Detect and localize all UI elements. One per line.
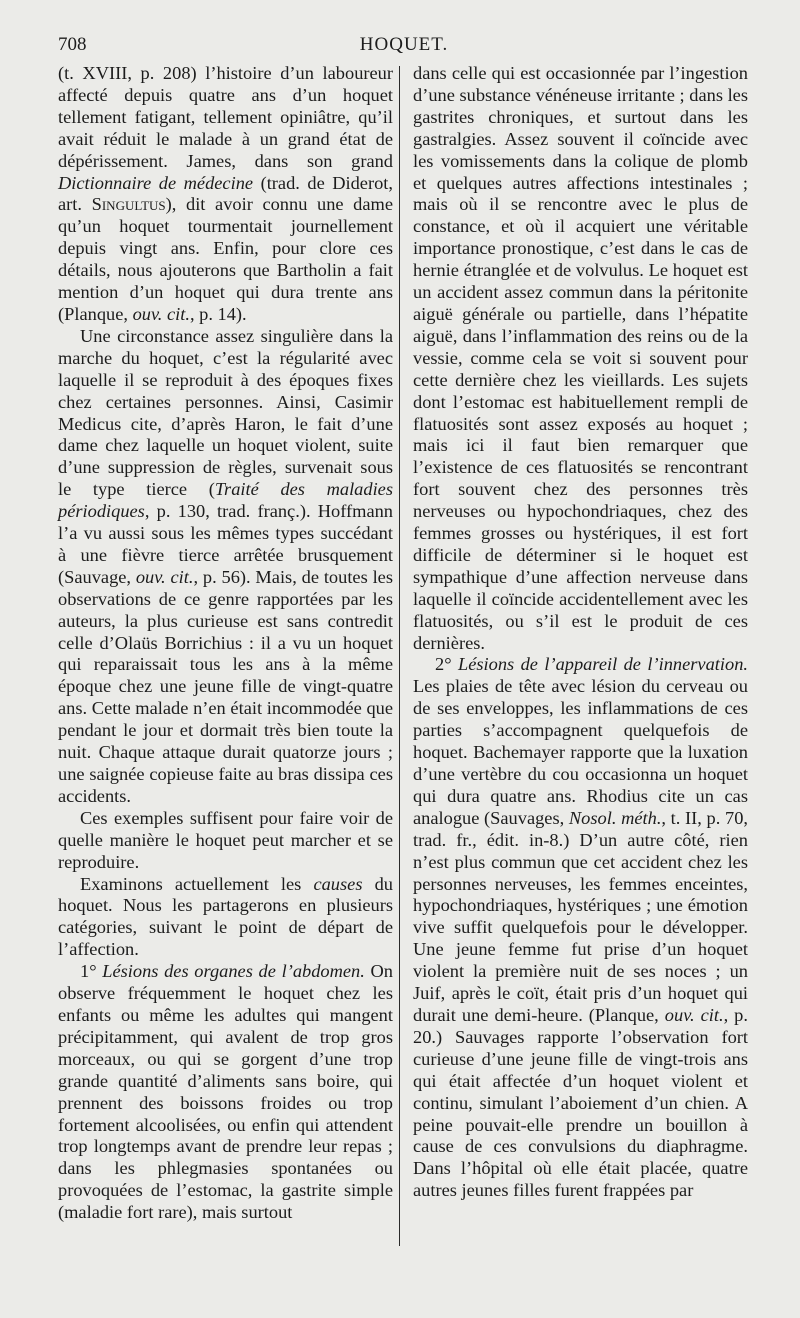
paragraph: Examinons actuellement les causes du hoquet. Nous les partagerons en plusieurs catégories, suivant le point de départ de l’affection. [58, 873, 393, 960]
paragraph: Une circonstance assez singulière dans la marche du hoquet, c’est la régularité avec laquelle il se reproduit à des époques fixes chez certaines personnes. Ainsi, Casimir Medicus cite, d’après Haron, le fait d’une dame chez laquelle un hoquet violent, suite d’une suppression de règles, survenait sous le type tierce (Traité des maladies périodiques, p. 130, trad. franç.). Hoffmann l’a vu aussi sous les mêmes types succédant à une fièvre tierce arrêtée brusquement (Sauvage, ouv. cit., p. 56). Mais, de toutes les observations de ce genre rapportées par les auteurs, la plus curieuse est sans contredit celle d’Olaüs Borrichius : il a vu un hoquet qui reparaissait tous les ans à la même époque chez une jeune fille de vingt-quatre ans. Cette malade n’en était incommodée que pendant le jour et dormait très bien toute la nuit. Chaque attaque durait quatorze jours ; une saignée copieuse faite au bras dissipa ces accidents. [58, 325, 394, 806]
section-paragraph: 1° Lésions des organes de l’abdomen. On observe fréquemment le hoquet chez les enfants ou même les adultes qui mangent précipitamment, qui avalent de trop gros morceaux, ou qui se gorgent d’une trop grande quantité d’aliments sans boire, qui prennent des boissons froides ou trop fortement alcoolisées, ou enfin qui attendent trop longtemps avant de prendre leur repas ; dans les phlegmasies spontanées ou provoquées de l’estomac, la gastrite simple (maladie fort rare), mais surtout [58, 961, 393, 1223]
right-column [413, 63, 748, 1202]
page-number: 708 [58, 34, 87, 55]
paragraph: dans celle qui est occasionnée par l’ingestion d’une substance vénéneuse irritante ; dans les gastrites chroniques, et surtout dans les gastralgies. Assez souvent il coïncide avec les vomissements dans la colique de plomb et quelques autres affections intestinales ; mais où il se rencontre avec le plus de constance, et où il acquiert une véritable importance pronostique, c’est dans le cas de hernie étranglée et de volvulus. Le hoquet est un accident assez commun dans la péritonite aiguë générale ou partielle, dans l’hépatite aiguë, dans l’inflammation des reins ou de la vessie, comme cela se voit si souvent pour cette dernière chez les vieillards. Les sujets dont l’estomac est habituellement rempli de flatuosités sont assez exposés au hoquet ; mais ici il faut bien remarquer que l’existence de ces flatuosités se rencontrant fort souvent chez des personnes très nerveuses ou hypochondriaques, chez des femmes grosses ou hystériques, il est fort difficile de déterminer si le hoquet est sympathique d’une affection nerveuse dans laquelle il coïncide accidentellement avec les flatuosités, ou s’il est le produit de ces dernières. [413, 63, 749, 653]
section-paragraph: 2° Lésions de l’appareil de l’innervation. Les plaies de tête avec lésion du cerveau ou de ses enveloppes, les inflammations de ces parties s’accompagnent quelquefois de hoquet. Bachemayer rapporte que la luxation d’une vertèbre du cou occasionna un hoquet qui dura quatre ans. Rhodius cite un cas analogue (Sauvages, Nosol. méth., t. II, p. 70, trad. fr., édit. in-8.) D’un autre côté, rien n’est plus commun que cet accident chez les personnes nerveuses, les femmes enceintes, hypochondriaques, hystériques ; une émotion vive suffit quelquefois pour le développer. Une jeune femme fut prise d’un hoquet violent la première nuit de ses noces ; un Juif, après le coït, était pris d’un hoquet qui durait une demi-heure. (Planque, ouv. cit., p. 20.) Sauvages rapporte l’observation fort curieuse d’une jeune fille de vingt-trois ans qui était affectée d’un hoquet violent et continu, simulant l’aboiement d’un chien. A peine pouvait-elle prendre un bouillon à cause de ces convulsions du diaphragme. Dans l’hôpital où elle était placée, quatre autres jeunes filles furent frappées par [413, 654, 748, 1201]
paragraph: Ces exemples suffisent pour faire voir de quelle manière le hoquet peut marcher et se reproduire. [58, 807, 393, 872]
page-header [58, 34, 750, 64]
section-heading: Lésions des organes de l’abdomen. [102, 961, 365, 982]
running-title: HOQUET. [359, 34, 449, 55]
column-rule [399, 66, 400, 1246]
paragraph: (t. XVIII, p. 208) l’histoire d’un laboureur affecté depuis quatre ans d’un hoquet tellement fatigant, tellement opiniâtre, qu’il avait réduit le malade à un grand état de dépérissement. James, dans son grand Dictionnaire de médecine (trad. de Diderot, art. Singultus), dit avoir connu une dame qu’un hoquet tourmentait journellement depuis vingt ans. Enfin, pour clore ces détails, nous ajouterons que Bartholin a fait mention d’un hoquet qui dura trente ans (Planque, ouv. cit., p. 14). [58, 63, 394, 324]
section-heading: Lésions de l’appareil de l’innervation. [457, 654, 748, 675]
left-column [58, 63, 393, 1224]
